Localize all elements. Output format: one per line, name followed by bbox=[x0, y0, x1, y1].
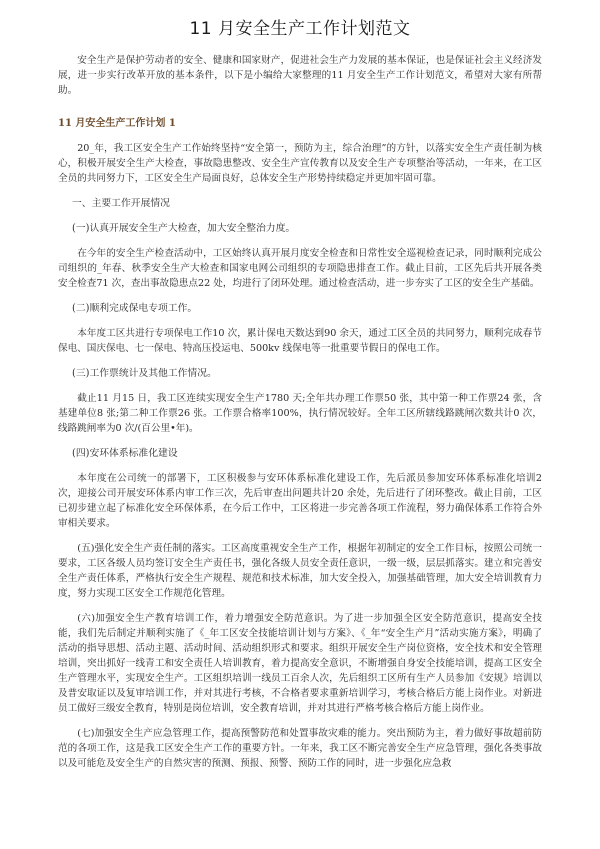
section-heading-4: (四)安环体系标准化建设 bbox=[72, 448, 178, 459]
section-heading-1: (一)认真开展安全生产大检查，加大安全整治力度。 bbox=[72, 223, 296, 234]
paragraph-5: 本年度在公司统一的部署下，工区积极参与安环体系标准化建设工作，先后派员参加安环体系标准化培训2 次，迎接公司开展安环体系内审工作三次，先后审查出问题共计20 余处，先后进行了闭环整改。截止目前，工区已初步建立起了标准化安全环保体系，在今后工作中，工区将进一步完善各项工作流程，努力确保体系工作符合外审相关要求。 bbox=[58, 473, 542, 529]
paragraph-7: (六)加强安全生产教育培训工作，着力增强安全防范意识。为了进一步加强全区安全防范意识，提高安全技能，我们先后制定并顺利实施了《_年工区安全技能培训计划与方案》、《_年“安全生产月”活动实施方案》，明确了活动的指导思想、活动主题、活动时间、活动组织形式和要求。组织开展安全生产岗位资格，安全技术和安全管理培训，突出抓好一线青工和安全责任人培训教育，着力提高安全意识，不断增强自身安全技能培训，提高工区安全生产管理水平，实现安全生产。工区组织培训一线员工百余人次，先后组织工区所有生产人员参加《安规》培训以及普安取证以及复审培训工作，并对其进行考核，不合格者要求重新培训学习，考核合格后方能上岗作业。对新进员工做好三级安全教育，特别是岗位培训，安全教育培训，并对其进行严格考核合格后方能上岗作业。 bbox=[58, 613, 542, 714]
section-heading-main: 一、主要工作开展情况 bbox=[72, 198, 170, 209]
paragraph-1: 20_年，我工区安全生产工作始终坚持“安全第一，预防为主，综合治理”的方针，以落实安全生产责任制为核心，积极开展安全生产大检查，事故隐患整改、安全生产宣传教育以及安全生产专项整治等活动，一年来，在工区全员的共同努力下，工区安全生产局面良好，总体安全生产形势持续稳定并更加牢固可靠。 bbox=[58, 143, 542, 184]
paragraph-2: 在今年的安全生产检查活动中，工区始终认真开展月度安全检查和日常性安全巡视检查记录，同时顺利完成公司组织的_年春、秋季安全生产大检查和国家电网公司组织的专项隐患排查工作。截止目前，工区先后共开展各类安全检查71 次，查出事故隐患点22 处，均进行了闭环处理。通过检查活动，进一步夯实了工区的安全生产基础。 bbox=[58, 248, 542, 289]
intro-paragraph: 安全生产是保护劳动者的安全、健康和国家财产，促进社会生产力发展的基本保证，也是保证社会主义经济发展，进一步实行改革开放的基本条件，以下是小编给大家整理的11 月安全生产工作计划范文，希望对大家有所帮助。 bbox=[58, 55, 542, 96]
section-heading-3: (三)工作票统计及其他工作情况。 bbox=[72, 368, 217, 379]
paragraph-6: (五)强化安全生产责任制的落实。工区高度重视安全生产工作，根据年初制定的安全工作目标，按照公司统一要求，工区各级人员均签订安全生产责任书，强化各级人员安全责任意识，一级一级，层层抓落实。建立和完善安全生产责任体系，严格执行安全生产规程、规范和技术标准，加大安全投入，加强基础管理，加大安全培训教育力度，努力实现工区安全工作规范化管理。 bbox=[58, 543, 542, 599]
section-heading-2: (二)顺利完成保电专项工作。 bbox=[72, 303, 198, 314]
paragraph-3: 本年度工区共进行专项保电工作10 次，累计保电天数达到90 余天，通过工区全员的共同努力，顺利完成春节保电、国庆保电、七一保电、特高压投运电、500kv 线保电等一批重要节假日的保电工作。 bbox=[58, 328, 542, 354]
page-title: 11 月安全生产工作计划范文 bbox=[189, 19, 411, 39]
plan-subheading: 11 月安全生产工作计划 1 bbox=[58, 118, 176, 129]
paragraph-8: (七)加强安全生产应急管理工作，提高预警防范和处置事故灾难的能力。突出预防为主，着力做好事故超前防范的各项工作，这是我工区安全生产工作的重要方针。一年来，我工区不断完善安全生产应急管理，强化各类事故以及可能危及安全生产的自然灾害的预测、预报、预警、预防工作的同时，进一步强化应急救 bbox=[58, 728, 542, 769]
paragraph-4: 截止11 月15 日，我工区连续实现安全生产1780 天;全年共办理工作票50 张，其中第一种工作票24 张，含基建单位8 张;第二种工作票26 张。工作票合格率100%，执行情况较好。全年工区所辖线路跳闸次数共计0 次，线路跳闸率为0 次/(百公里•年)。 bbox=[58, 393, 542, 434]
